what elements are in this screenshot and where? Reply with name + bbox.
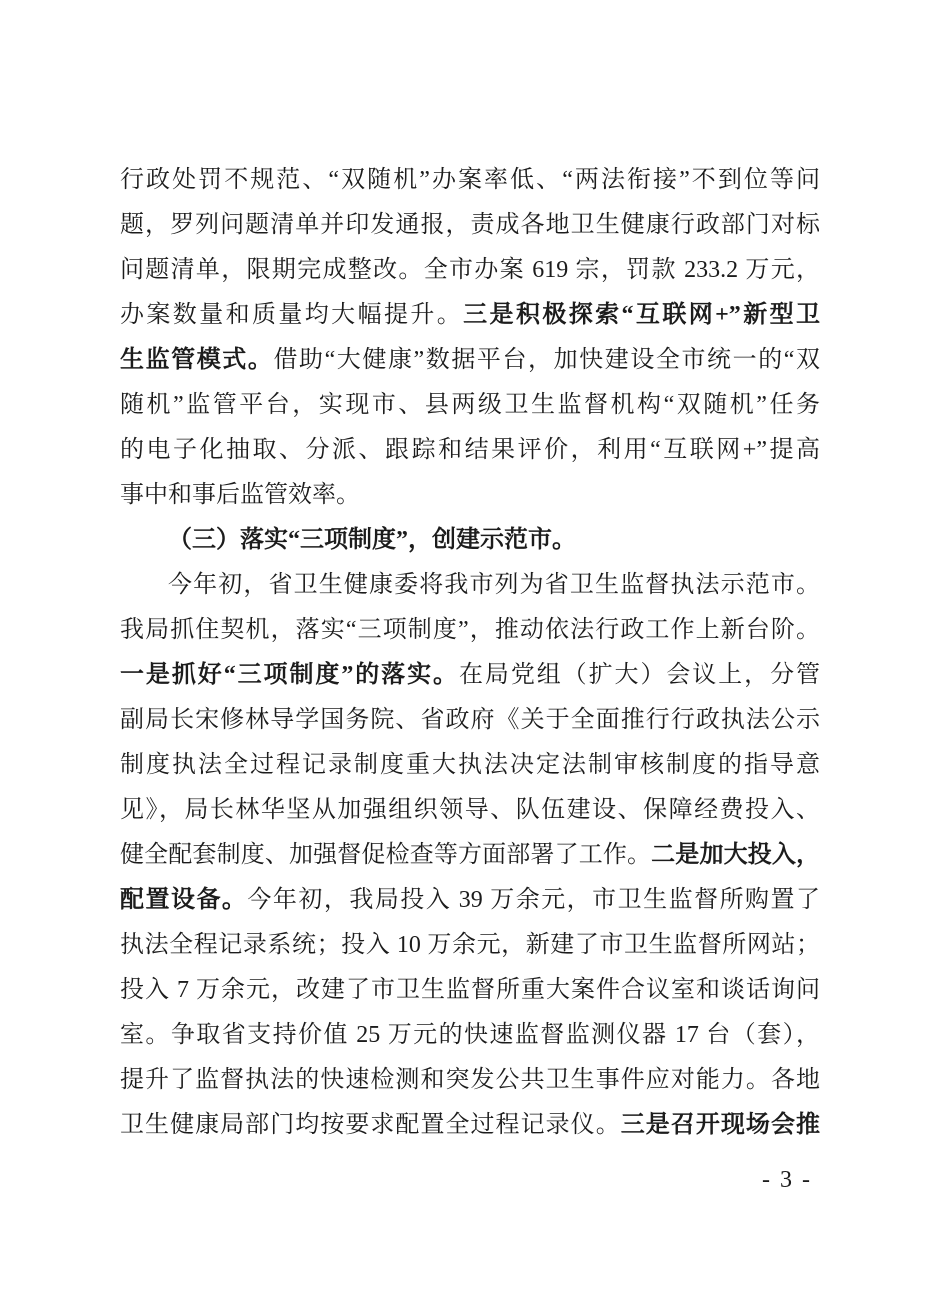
text-line <box>120 1103 820 1148</box>
text-segment: 问题清单，限期完成整改。全市办案 619 宗，罚款 233.2 万元， <box>120 257 820 283</box>
text-segment: 的电子化抽取、分派、跟踪和结果评价，利用“互联网+”提高 <box>120 437 820 463</box>
text-segment: 在局党组（扩大）会议上，分管 <box>458 662 821 688</box>
text-line <box>120 563 820 608</box>
text-segment: 见》，局长林华坚从加强组织领导、队伍建设、保障经费投入、 <box>120 797 820 823</box>
text-line <box>120 788 820 833</box>
text-segment: 借助“大健康”数据平台，加快建设全市统一的“双 <box>273 347 820 373</box>
bold-text-segment: 三是召开现场会推 <box>620 1112 821 1138</box>
bold-text-segment: （三）落实“三项制度”，创建示范市。 <box>168 527 576 553</box>
bold-text-segment: 二是加大投入， <box>651 842 821 868</box>
text-segment: 事中和事后监管效率。 <box>120 482 360 508</box>
text-segment: 卫生健康局部门均按要求配置全过程记录仪。 <box>120 1112 621 1138</box>
text-line <box>120 428 820 473</box>
text-line <box>120 743 820 788</box>
text-line <box>120 473 820 518</box>
text-line <box>120 653 820 698</box>
text-segment: 室。争取省支持价值 25 万元的快速监督监测仪器 17 台（套）， <box>120 1022 820 1048</box>
text-segment: 今年初，我局投入 39 万余元，市卫生监督所购置了 <box>247 887 821 913</box>
bold-text-segment: 生监管模式。 <box>120 347 274 373</box>
text-line <box>120 833 820 878</box>
text-segment: 执法全程记录系统；投入 10 万余元，新建了市卫生监督所网站； <box>120 932 820 958</box>
text-segment: 健全配套制度、加强督促检查等方面部署了工作。 <box>120 842 652 868</box>
document-body <box>120 158 820 1148</box>
text-line <box>120 203 820 248</box>
text-line <box>120 968 820 1013</box>
text-line <box>120 698 820 743</box>
text-segment: 我局抓住契机，落实“三项制度”，推动依法行政工作上新台阶。 <box>120 617 820 643</box>
text-segment: 题，罗列问题清单并印发通报，责成各地卫生健康行政部门对标 <box>120 212 820 238</box>
bold-text-segment: 配置设备。 <box>120 887 248 913</box>
text-segment: 随机”监管平台，实现市、县两级卫生监督机构“双随机”任务 <box>120 392 820 418</box>
text-segment: 今年初，省卫生健康委将我市列为省卫生监督执法示范市。 <box>168 572 820 598</box>
bold-text-segment: 三是积极探索“互联网+”新型卫 <box>463 302 820 328</box>
text-line <box>120 1058 820 1103</box>
text-line <box>120 158 820 203</box>
text-line <box>120 338 820 383</box>
text-line <box>120 878 820 923</box>
text-line <box>120 923 820 968</box>
bold-text-segment: 一是抓好“三项制度”的落实。 <box>120 662 459 688</box>
text-segment: 办案数量和质量均大幅提升。 <box>120 302 464 328</box>
text-line <box>120 608 820 653</box>
text-segment: 行政处罚不规范、“双随机”办案率低、“两法衔接”不到位等问 <box>120 167 820 193</box>
text-segment: 副局长宋修林导学国务院、省政府《关于全面推行行政执法公示 <box>120 707 820 733</box>
page-number: - 3 - <box>762 1167 812 1193</box>
text-line <box>120 248 820 293</box>
text-line <box>120 383 820 428</box>
text-segment: 提升了监督执法的快速检测和突发公共卫生事件应对能力。各地 <box>120 1067 820 1093</box>
text-segment: 制度执法全过程记录制度重大执法决定法制审核制度的指导意 <box>120 752 820 778</box>
text-line <box>120 518 820 563</box>
text-line <box>120 293 820 338</box>
text-line <box>120 1013 820 1058</box>
text-segment: 投入 7 万余元，改建了市卫生监督所重大案件合议室和谈话询问 <box>120 977 820 1003</box>
